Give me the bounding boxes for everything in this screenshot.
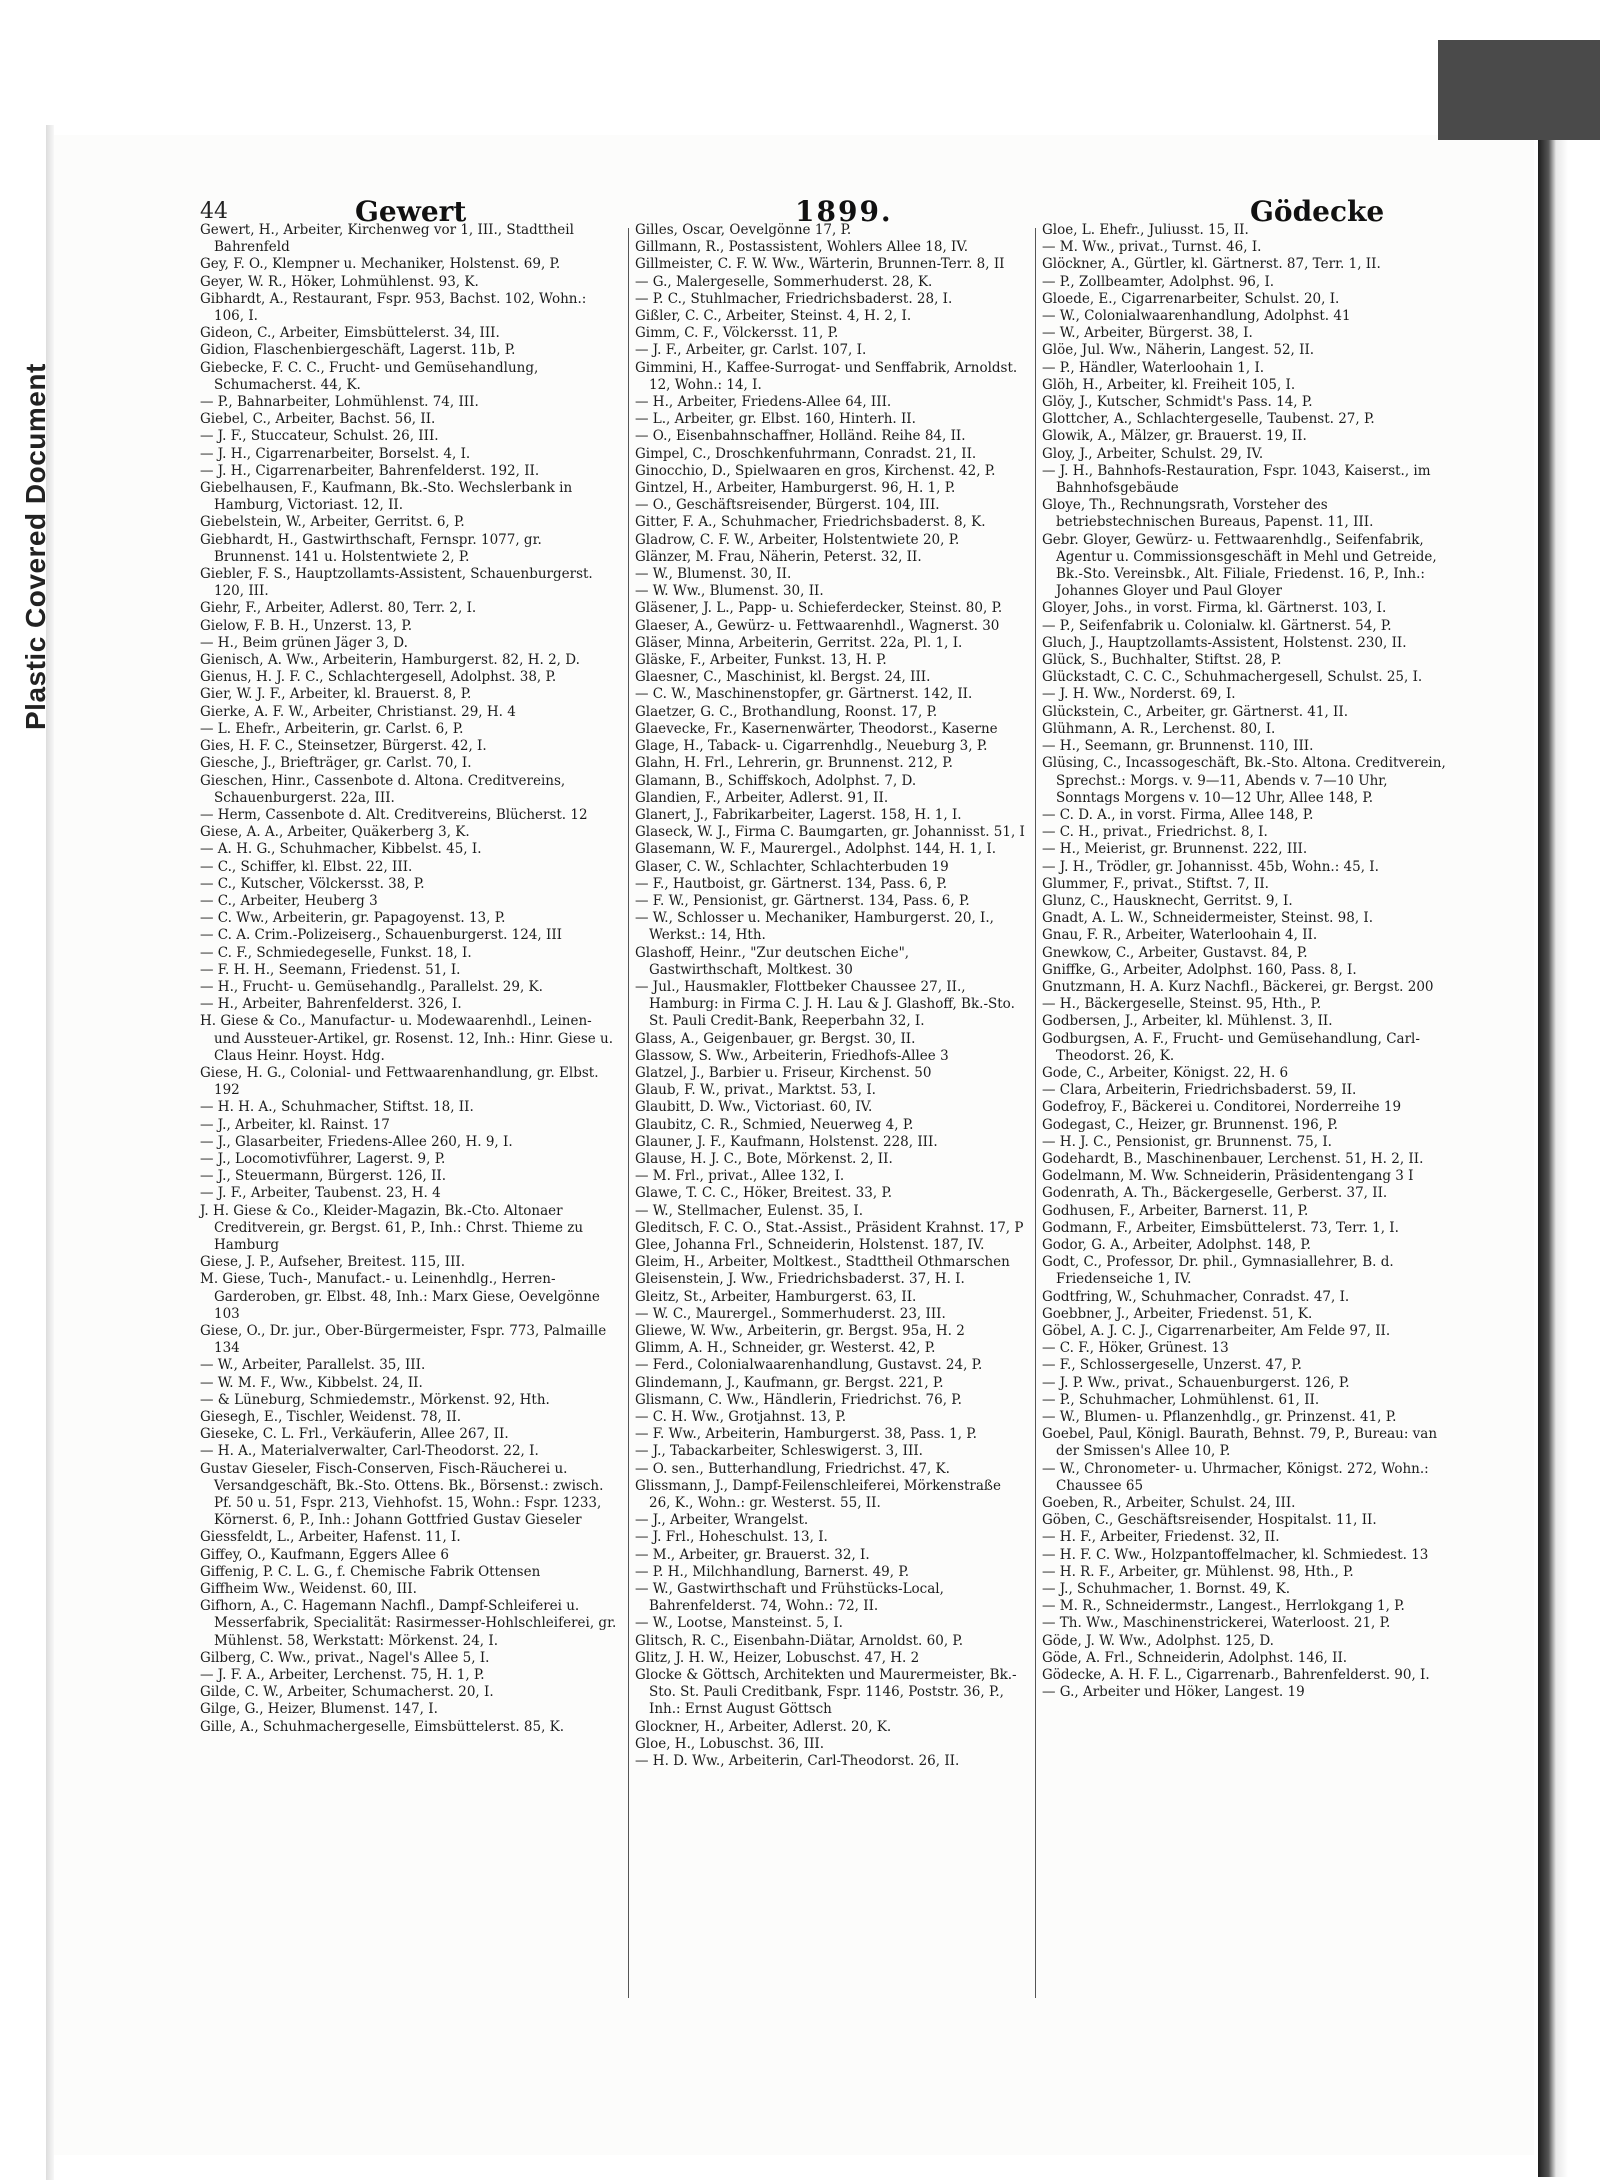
directory-entry: Glottcher, A., Schlachtergeselle, Taubenst. 27, P. — [1042, 411, 1375, 428]
directory-entry: Glaeser, A., Gewürz- u. Fettwaarenhdl., Wagnerst. 30 — [635, 617, 1000, 634]
header-left-word: Gewert — [355, 195, 467, 228]
directory-entry: — F. Ww., Arbeiterin, Hamburgerst. 38, Pass. 1, P. — [635, 1426, 977, 1443]
directory-entry: — J. F., Arbeiter, Taubenst. 23, H. 4 — [200, 1185, 441, 1202]
directory-entry: Giese, O., Dr. jur., Ober-Bürgermeister, Fspr. 773, Palmaille 134 — [200, 1323, 607, 1357]
directory-entry: — H., Arbeiter, Bahrenfelderst. 326, I. — [200, 996, 462, 1013]
directory-entry: — J., Tabackarbeiter, Schleswigerst. 3, III. — [635, 1443, 923, 1460]
directory-entry: — H. R. F., Arbeiter, gr. Mühlenst. 98, Hth., P. — [1042, 1563, 1354, 1580]
directory-entry: Giebhardt, H., Gastwirthschaft, Fernspr. 1077, gr. Brunnenst. 141 u. Holstentwiete 2, P. — [200, 531, 542, 565]
directory-entry: — O., Geschäftsreisender, Bürgerst. 104, III. — [635, 497, 940, 514]
directory-entry: — M. Ww., privat., Turnst. 46, I. — [1042, 239, 1262, 256]
directory-entry: Gilberg, C. Ww., privat., Nagel's Allee 5, I. — [200, 1649, 490, 1666]
directory-entry: Gleisenstein, J. Ww., Friedrichsbaderst. 37, H. I. — [635, 1271, 965, 1288]
directory-entry: Goebbner, J., Arbeiter, Friedenst. 51, K. — [1042, 1305, 1313, 1322]
directory-entry: Godburgsen, A. F., Frucht- und Gemüsehandlung, Carl-Theodorst. 26, K. — [1042, 1030, 1420, 1064]
directory-entry: — W., Gastwirthschaft und Frühstücks-Local, Bahrenfelderst. 74, Wohn.: 72, II. — [635, 1581, 944, 1615]
directory-entry: Giesegh, E., Tischler, Weidenst. 78, II. — [200, 1409, 462, 1426]
directory-entry: — J. Frl., Hoheschulst. 13, I. — [635, 1529, 828, 1546]
directory-entry: — P., Händler, Waterloohain 1, I. — [1042, 359, 1265, 376]
directory-entry: Gloye, Th., Rechnungsrath, Vorsteher des betriebstechnischen Bureaus, Papenst. 11, III. — [1042, 497, 1374, 531]
directory-entry: — W., Chronometer- u. Uhrmacher, Königst. 272, Wohn.: Chaussee 65 — [1042, 1460, 1429, 1494]
directory-entry: Glaub, F. W., privat., Marktst. 53, I. — [635, 1082, 876, 1099]
directory-entry: — P. C., Stuhlmacher, Friedrichsbaderst. 28, I. — [635, 290, 953, 307]
directory-entry: Ginocchio, D., Spielwaaren en gros, Kirchenst. 42, P. — [635, 462, 996, 479]
directory-entry: — J. H., Trödler, gr. Johannisst. 45b, Wohn.: 45, I. — [1042, 858, 1379, 875]
directory-entry: Göbel, A. J. C. J., Cigarrenarbeiter, Am Felde 97, II. — [1042, 1323, 1391, 1339]
directory-entry: Glückstein, C., Arbeiter, gr. Gärtnerst. 41, II. — [1042, 703, 1349, 720]
directory-entry: Gloyer, Johs., in vorst. Firma, kl. Gärtnerst. 103, I. — [1042, 600, 1387, 617]
directory-entry: Godor, G. A., Arbeiter, Adolphst. 148, P. — [1042, 1236, 1311, 1253]
directory-entry: Glühmann, A. R., Lerchenst. 80, I. — [1042, 720, 1276, 737]
directory-entry: Godmann, F., Arbeiter, Eimsbüttelerst. 73, Terr. 1, I. — [1042, 1219, 1399, 1236]
directory-entry: — G., Malergeselle, Sommerhuderst. 28, K. — [635, 273, 933, 290]
directory-entry: Gieschen, Hinr., Cassenbote d. Altona. Creditvereins, Schauenburgerst. 22a, III. — [200, 772, 566, 806]
directory-entry: — F. W., Pensionist, gr. Gärtnerst. 134, Pass. 6, P. — [635, 892, 970, 909]
directory-entry: Glage, H., Taback- u. Cigarrenhdlg., Neueburg 3, P. — [635, 738, 988, 755]
directory-entry: Gillmann, R., Postassistent, Wohlers Allee 18, IV. — [635, 239, 969, 256]
directory-entry: Gleim, H., Arbeiter, Moltkest., Stadttheil Othmarschen — [635, 1254, 1010, 1271]
directory-entry: Glitz, J. H. W., Heizer, Lobuschst. 47, H. 2 — [635, 1649, 920, 1666]
directory-entry: Gienus, H. J. F. C., Schlachtergesell, Adolphst. 38, P. — [200, 669, 557, 686]
directory-entry: — J. H., Cigarrenarbeiter, Borselst. 4, I. — [200, 445, 471, 462]
directory-entry: — A. H. G., Schuhmacher, Kibbelst. 45, I. — [200, 841, 482, 858]
directory-entry: — H. F., Arbeiter, Friedenst. 32, II. — [1042, 1529, 1280, 1546]
directory-entry: Glöh, H., Arbeiter, kl. Freiheit 105, I. — [1042, 376, 1296, 393]
directory-entry: — C. W., Maschinenstopfer, gr. Gärtnerst. 142, II. — [635, 686, 973, 703]
directory-entry: — W. M. F., Ww., Kibbelst. 24, II. — [200, 1374, 423, 1391]
directory-entry: — J., Locomotivführer, Lagerst. 9, P. — [200, 1150, 446, 1167]
directory-entry: — H., Bäckergeselle, Steinst. 95, Hth., P. — [1042, 996, 1322, 1013]
directory-entry: — F. H. H., Seemann, Friedenst. 51, I. — [200, 961, 461, 978]
directory-entry: Gluch, J., Hauptzollamts-Assistent, Holstenst. 230, II. — [1042, 634, 1407, 651]
directory-entry: Giffenig, P. C. L. G., f. Chemische Fabrik Ottensen — [200, 1563, 541, 1580]
directory-entry: — W., Stellmacher, Eulenst. 35, I. — [635, 1202, 863, 1219]
directory-entry: Gies, H. F. C., Steinsetzer, Bürgerst. 42, I. — [200, 738, 487, 755]
directory-entry: — C., Arbeiter, Heuberg 3 — [200, 892, 378, 909]
directory-entry: — G., Arbeiter und Höker, Langest. 19 — [1042, 1684, 1305, 1701]
directory-entry: Giese, J. P., Aufseher, Breitest. 115, III. — [200, 1254, 466, 1271]
directory-entry: Gläser, Minna, Arbeiterin, Gerritst. 22a, Pl. 1, I. — [635, 634, 963, 651]
directory-entry: — J. F., Arbeiter, gr. Carlst. 107, I. — [635, 342, 867, 359]
directory-entry: Gnewkow, C., Arbeiter, Gustavst. 84, P. — [1042, 944, 1308, 961]
directory-entry: — J. F. A., Arbeiter, Lerchenst. 75, H. 1, P. — [200, 1667, 485, 1684]
directory-entry: — W., Arbeiter, Parallelst. 35, III. — [200, 1357, 426, 1374]
directory-entry: — W. C., Maurergel., Sommerhuderst. 23, III. — [635, 1305, 946, 1322]
directory-entry: Glaevecke, Fr., Kasernenwärter, Theodorst., Kaserne — [635, 720, 998, 737]
directory-entry: Glummer, F., privat., Stiftst. 7, II. — [1042, 875, 1269, 892]
directory-entry: Gilde, C. W., Arbeiter, Schumacherst. 20, I. — [200, 1684, 494, 1701]
directory-entry: Giffey, O., Kaufmann, Eggers Allee 6 — [200, 1546, 449, 1563]
directory-entry: Giese, A. A., Arbeiter, Quäkerberg 3, K. — [200, 824, 470, 841]
directory-entry: — H., Meierist, gr. Brunnenst. 222, III. — [1042, 841, 1308, 858]
directory-entry: Glaesner, C., Maschinist, kl. Bergst. 24, III. — [635, 669, 931, 686]
directory-entry: — P., Bahnarbeiter, Lohmühlenst. 74, III. — [200, 394, 479, 411]
directory-entry: Gniffke, G., Arbeiter, Adolphst. 160, Pass. 8, I. — [1042, 961, 1357, 978]
directory-entry: Giessfeldt, L., Arbeiter, Hafenst. 11, I. — [200, 1529, 461, 1546]
directory-entry: Glawe, T. C. C., Höker, Breitest. 33, P. — [635, 1185, 893, 1202]
directory-entry: — J., Arbeiter, kl. Rainst. 17 — [200, 1116, 390, 1133]
directory-entry: — C. F., Schmiedegeselle, Funkst. 18, I. — [200, 944, 472, 961]
directory-entry: Glause, H. J. C., Bote, Mörkenst. 2, II. — [635, 1150, 893, 1167]
directory-entry: Glunz, C., Hausknecht, Gerritst. 9, I. — [1042, 892, 1293, 909]
directory-entry: Glaubitz, C. R., Schmied, Neuerweg 4, P. — [635, 1116, 914, 1133]
directory-entry: — J. H., Cigarrenarbeiter, Bahrenfelderst. 192, II. — [200, 462, 540, 479]
directory-entry: — H., Seemann, gr. Brunnenst. 110, III. — [1042, 738, 1314, 755]
directory-entry: — & Lüneburg, Schmiedemstr., Mörkenst. 92, Hth. — [200, 1391, 550, 1408]
directory-entry: Giehr, F., Arbeiter, Adlerst. 80, Terr. 2, I. — [200, 600, 477, 617]
directory-entry: Glanert, J., Fabrikarbeiter, Lagerst. 158, H. 1, I. — [635, 806, 962, 823]
directory-entry: Gideon, C., Arbeiter, Eimsbüttelerst. 34, III. — [200, 325, 500, 342]
directory-entry: Gey, F. O., Klempner u. Mechaniker, Holstenst. 69, P. — [200, 256, 561, 273]
directory-entry: — O. sen., Butterhandlung, Friedrichst. 47, K. — [635, 1460, 950, 1477]
directory-entry: Göben, C., Geschäftsreisender, Hospitalst. 11, II. — [1042, 1512, 1377, 1529]
directory-entry: — W., Lootse, Mansteinst. 5, I. — [635, 1615, 843, 1632]
directory-entry: Geyer, W. R., Höker, Lohmühlenst. 93, K. — [200, 273, 479, 290]
directory-entry: Glaetzer, G. C., Brothandlung, Roonst. 17, P. — [635, 703, 938, 720]
directory-entry: Glitsch, R. C., Eisenbahn-Diätar, Arnoldst. 60, P. — [635, 1632, 964, 1649]
directory-entry: — W. Ww., Blumenst. 30, II. — [635, 583, 824, 600]
directory-entry: — M. Frl., privat., Allee 132, I. — [635, 1168, 845, 1185]
directory-entry: Gifhorn, A., C. Hagemann Nachfl., Dampf-Schleiferei u. Messerfabrik, Specialität: Rasirmesser-Hohlschleiferei, gr. Mühlenst. 58, Werkstatt: Mörkenst. 24, I. — [200, 1598, 617, 1649]
directory-entry: Gloede, E., Cigarrenarbeiter, Schulst. 20, I. — [1042, 290, 1340, 307]
directory-entry: — Jul., Hausmakler, Flottbeker Chaussee 27, II., Hamburg: in Firma C. J. H. Lau & J. Glashoff, Bk.-Sto. St. Pauli Credit-Bank, Reeperbahn 32, I. — [635, 978, 1015, 1030]
header-year: 1899. — [795, 195, 893, 228]
directory-entry: — H., Beim grünen Jäger 3, D. — [200, 634, 408, 651]
directory-entry: Godt, C., Professor, Dr. phil., Gymnasiallehrer, B. d. Friedenseiche 1, IV. — [1042, 1254, 1394, 1288]
directory-entry: Godbersen, J., Arbeiter, kl. Mühlenst. 3, II. — [1042, 1013, 1333, 1030]
directory-entry: Gieseke, C. L. Frl., Verkäuferin, Allee 267, II. — [200, 1426, 509, 1443]
directory-entry: — H., Frucht- u. Gemüsehandlg., Parallelst. 29, K. — [200, 978, 543, 995]
directory-entry: — P. H., Milchhandlung, Barnerst. 49, P. — [635, 1563, 909, 1580]
directory-entry: — C. D. A., in vorst. Firma, Allee 148, P. — [1042, 806, 1314, 823]
directory-entry: Gnadt, A. L. W., Schneidermeister, Steinst. 98, I. — [1042, 910, 1374, 927]
directory-entry: — Clara, Arbeiterin, Friedrichsbaderst. 59, II. — [1042, 1082, 1357, 1099]
directory-entry: — P., Seifenfabrik u. Colonialw. kl. Gärtnerst. 54, P. — [1042, 617, 1392, 634]
directory-entry: — H. F. C. Ww., Holzpantoffelmacher, kl. Schmiedest. 13 — [1042, 1546, 1429, 1563]
directory-entry: Godehardt, B., Maschinenbauer, Lerchenst. 51, H. 2, II. — [1042, 1150, 1424, 1167]
directory-entry: H. Giese & Co., Manufactur- u. Modewaarenhdl., Leinen- und Aussteuer-Artikel, gr. Rosenst. 12, Inh.: Hinr. Giese u. Claus Heinr. Hoyst. Hdg. — [200, 1013, 614, 1064]
directory-entry: Giffheim Ww., Weidenst. 60, III. — [200, 1581, 417, 1598]
directory-entry: Giesche, J., Briefträger, gr. Carlst. 70, I. — [200, 755, 472, 772]
directory-entry: Gienisch, A. Ww., Arbeiterin, Hamburgerst. 82, H. 2, D. — [200, 652, 580, 669]
directory-entry: — C. F., Höker, Grünest. 13 — [1042, 1340, 1229, 1357]
directory-entry: — C., Schiffer, kl. Elbst. 22, III. — [200, 858, 413, 875]
directory-entry: Gimmini, H., Kaffee-Surrogat- und Senffabrik, Arnoldst. 12, Wohn.: 14, I. — [635, 359, 1018, 393]
directory-entry: Gläsener, J. L., Papp- u. Schieferdecker, Steinst. 80, P. — [635, 600, 1003, 617]
directory-entry: Gloy, J., Arbeiter, Schulst. 29, IV. — [1042, 445, 1264, 462]
directory-entry: Godtfring, W., Schuhmacher, Conradst. 47, I. — [1042, 1288, 1350, 1305]
directory-entry: — C. A. Crim.-Polizeiserg., Schauenburgerst. 124, III — [200, 927, 563, 944]
binding-dark-block — [1438, 40, 1600, 140]
directory-entry: — J., Glasarbeiter, Friedens-Allee 260, H. 9, I. — [200, 1133, 513, 1150]
directory-entry: Glamann, B., Schiffskoch, Adolphst. 7, D. — [635, 772, 917, 789]
directory-entry: Göde, A. Frl., Schneiderin, Adolphst. 146, II. — [1042, 1649, 1348, 1666]
directory-entry: Goeben, R., Arbeiter, Schulst. 24, III. — [1042, 1495, 1296, 1512]
directory-entry: — W., Blumen- u. Pflanzenhdlg., gr. Prinzenst. 41, P. — [1042, 1409, 1397, 1426]
directory-entry: Giebecke, F. C. C., Frucht- und Gemüsehandlung, Schumacherst. 44, K. — [200, 359, 539, 393]
directory-column-2 — [635, 222, 1025, 1770]
directory-entry: — P., Zollbeamter, Adolphst. 96, I. — [1042, 273, 1275, 290]
directory-entry: — L. Ehefr., Arbeiterin, gr. Carlst. 6, P. — [200, 720, 464, 737]
directory-entry: Glimm, A. H., Schneider, gr. Westerst. 42, P. — [635, 1340, 936, 1357]
directory-entry: Gimm, C. F., Völckersst. 11, P. — [635, 325, 839, 342]
directory-entry: Gitter, F. A., Schuhmacher, Friedrichsbaderst. 8, K. — [635, 514, 986, 531]
directory-entry: Gloe, H., Lobuschst. 36, III. — [635, 1735, 825, 1752]
directory-entry: Gilge, G., Heizer, Blumenst. 147, I. — [200, 1701, 438, 1718]
column-separator — [1035, 228, 1036, 1998]
directory-entry: — J. H., Bahnhofs-Restauration, Fspr. 1043, Kaiserst., im Bahnhofsgebäude — [1042, 462, 1431, 497]
directory-entry: — Herm, Cassenbote d. Alt. Creditvereins, Blücherst. 12 — [200, 806, 588, 823]
directory-entry: Glänzer, M. Frau, Näherin, Peterst. 32, II. — [635, 548, 922, 565]
directory-entry: Godefroy, F., Bäckerei u. Conditorei, Norderreihe 19 — [1042, 1099, 1402, 1116]
directory-entry: Gladrow, C. F. W., Arbeiter, Holstentwiete 20, P. — [635, 531, 960, 548]
directory-entry: — W., Colonialwaarenhandlung, Adolphst. 41 — [1042, 308, 1351, 325]
directory-entry: Glandien, F., Arbeiter, Adlerst. 91, II. — [635, 789, 889, 806]
side-banner — [0, 40, 51, 740]
directory-entry: — J. H. Ww., Norderst. 69, I. — [1042, 686, 1236, 703]
directory-entry: Gilles, Oscar, Oevelgönne 17, P. — [635, 222, 852, 238]
directory-entry: Goebel, Paul, Königl. Baurath, Behnst. 79, P., Bureau: van der Smissen's Allee 10, P. — [1042, 1426, 1438, 1460]
binding-edge — [1538, 140, 1568, 2177]
directory-entry: — H. J. C., Pensionist, gr. Brunnenst. 75, I. — [1042, 1133, 1332, 1150]
directory-entry: Gierke, A. F. W., Arbeiter, Christianst. 29, H. 4 — [200, 703, 516, 720]
directory-entry: Gustav Gieseler, Fisch-Conserven, Fisch-Räucherei u. Versandgeschäft, Bk.-Sto. Ottens. Bk., Börsenst.: zwisch. Pf. 50 u. 51, Fspr. 213, Viehhofst. 15, Wohn.: Fspr. 1233, Körnerst. 6, P., Inh.: Johann Gottfried Gustav Gieseler — [200, 1460, 604, 1529]
directory-entry: — F., Hautboist, gr. Gärtnerst. 134, Pass. 6, P. — [635, 875, 947, 892]
directory-entry: Gintzel, H., Arbeiter, Hamburgerst. 96, H. 1, P. — [635, 480, 956, 497]
directory-entry: — M. R., Schneidermstr., Langest., Herrlokgang 1, P. — [1042, 1598, 1405, 1615]
directory-entry: — J., Schuhmacher, 1. Bornst. 49, K. — [1042, 1581, 1291, 1598]
directory-entry: Glöy, J., Kutscher, Schmidt's Pass. 14, P. — [1042, 394, 1313, 411]
directory-entry: Gnau, F. R., Arbeiter, Waterloohain 4, II. — [1042, 927, 1318, 944]
directory-entry: M. Giese, Tuch-, Manufact.- u. Leinenhdlg., Herren-Garderoben, gr. Elbst. 48, Inh.: Marx Giese, Oevelgönne 103 — [200, 1271, 600, 1322]
directory-entry: Giebler, F. S., Hauptzollamts-Assistent, Schauenburgerst. 120, III. — [200, 566, 593, 600]
directory-entry: Glatzel, J., Barbier u. Friseur, Kirchenst. 50 — [635, 1064, 932, 1081]
directory-entry: — W., Arbeiter, Bürgerst. 38, I. — [1042, 325, 1253, 342]
directory-entry: Gläske, F., Arbeiter, Funkst. 13, H. P. — [635, 652, 887, 669]
directory-entry: Gidion, Flaschenbiergeschäft, Lagerst. 11b, P. — [200, 342, 516, 359]
directory-entry: — C. H., privat., Friedrichst. 8, I. — [1042, 824, 1268, 841]
directory-entry: Glowik, A., Mälzer, gr. Brauerst. 19, II. — [1042, 428, 1307, 445]
directory-entry: — O., Eisenbahnschaffner, Holländ. Reihe 84, II. — [635, 428, 966, 445]
side-banner-label: Plastic Covered Document — [20, 363, 51, 730]
directory-entry: Gleitz, St., Arbeiter, Hamburgerst. 63, II. — [635, 1288, 917, 1305]
directory-entry: Godenrath, A. Th., Bäckergeselle, Gerberst. 37, II. — [1042, 1185, 1388, 1202]
directory-entry: — Th. Ww., Maschinenstrickerei, Waterloost. 21, P. — [1042, 1615, 1391, 1632]
directory-entry: — J. F., Stuccateur, Schulst. 26, III. — [200, 428, 439, 445]
directory-column-1 — [200, 222, 618, 1736]
directory-entry: — P., Schuhmacher, Lohmühlenst. 61, II. — [1042, 1391, 1320, 1408]
column-separator — [628, 228, 629, 1998]
directory-entry: Glismann, C. Ww., Händlerin, Friedrichst. 76, P. — [635, 1391, 962, 1408]
directory-entry: Glöe, Jul. Ww., Näherin, Langest. 52, II. — [1042, 342, 1315, 359]
directory-entry: Glaubitt, D. Ww., Victoriast. 60, IV. — [635, 1099, 873, 1116]
directory-entry: Glauner, J. F., Kaufmann, Holstenst. 228, III. — [635, 1133, 938, 1150]
directory-entry: Glissmann, J., Dampf-Feilenschleiferei, Mörkenstraße 26, K., Wohn.: gr. Westerst. 55, II. — [635, 1477, 1001, 1512]
directory-entry: Glindemann, J., Kaufmann, gr. Bergst. 221, P. — [635, 1374, 944, 1391]
directory-entry: Giebel, C., Arbeiter, Bachst. 56, II. — [200, 411, 436, 428]
page-number: 44 — [200, 199, 228, 224]
directory-entry: Gillmeister, C. F. W. Ww., Wärterin, Brunnen-Terr. 8, II — [635, 256, 1005, 273]
directory-entry: — H. H. A., Schuhmacher, Stiftst. 18, II. — [200, 1099, 474, 1116]
directory-entry: Glahn, H. Frl., Lehrerin, gr. Brunnenst. 212, P. — [635, 755, 953, 772]
directory-entry: Glocke & Göttsch, Architekten und Maurermeister, Bk.-Sto. St. Pauli Creditbank, Fspr. 1146, Poststr. 36, P., Inh.: Ernst August Göttsch — [635, 1667, 1017, 1718]
directory-entry: — J., Steuermann, Bürgerst. 126, II. — [200, 1168, 447, 1185]
directory-entry: — H. A., Materialverwalter, Carl-Theodorst. 22, I. — [200, 1443, 539, 1460]
directory-entry: — M., Arbeiter, gr. Brauerst. 32, I. — [635, 1546, 870, 1563]
directory-entry: Godelmann, M. Ww. Schneiderin, Präsidentengang 3 I — [1042, 1168, 1414, 1185]
directory-entry: Godhusen, F., Arbeiter, Barnerst. 11, P. — [1042, 1202, 1309, 1219]
directory-entry: Gielow, F. B. H., Unzerst. 13, P. — [200, 617, 413, 634]
directory-entry: Gleditsch, F. C. O., Stat.-Assist., Präsident Krahnst. 17, P — [635, 1219, 1024, 1236]
directory-entry: Glass, A., Geigenbauer, gr. Bergst. 30, II. — [635, 1030, 916, 1047]
directory-entry: Glasemann, W. F., Maurergel., Adolphst. 144, H. 1, I. — [635, 841, 997, 858]
directory-entry: Gliewe, W. Ww., Arbeiterin, gr. Bergst. 95a, H. 2 — [635, 1323, 965, 1339]
directory-entry: Glockner, H., Arbeiter, Adlerst. 20, K. — [635, 1718, 892, 1735]
directory-entry: — L., Arbeiter, gr. Elbst. 160, Hinterh. II. — [635, 411, 916, 428]
directory-entry: Gimpel, C., Droschkenfuhrmann, Conradst. 21, II. — [635, 445, 977, 462]
directory-entry: — H., Arbeiter, Friedens-Allee 64, III. — [635, 394, 892, 411]
directory-entry: Glaser, C. W., Schlachter, Schlachterbuden 19 — [635, 858, 949, 875]
directory-entry: — J. P. Ww., privat., Schauenburgerst. 126, P. — [1042, 1374, 1350, 1391]
directory-entry: Glaseck, W. J., Firma C. Baumgarten, gr. Johannisst. 51, I — [635, 824, 1025, 841]
directory-entry: — C., Kutscher, Völckersst. 38, P. — [200, 875, 425, 892]
directory-entry: Gebr. Gloyer, Gewürz- u. Fettwaarenhdlg., Seifenfabrik, Agentur u. Commissionsgeschäft in Mehl und Getreide, Bk.-Sto. Vereinsbk., Alt. Filiale, Friedenst. 16, P., Inh.: Johannes Gloyer und Paul Gloyer — [1042, 531, 1437, 600]
directory-entry: Gille, A., Schuhmachergeselle, Eimsbüttelerst. 85, K. — [200, 1718, 565, 1735]
directory-entry: — W., Blumenst. 30, II. — [635, 566, 792, 583]
directory-entry: Godegast, C., Heizer, gr. Brunnenst. 196, P. — [1042, 1116, 1338, 1133]
directory-entry: Göde, J. W. Ww., Adolphst. 125, D. — [1042, 1632, 1274, 1649]
directory-entry: — W., Schlosser u. Mechaniker, Hamburgerst. 20, I., Werkst.: 14, Hth. — [635, 910, 994, 944]
directory-entry: Giese, H. G., Colonial- und Fettwaarenhandlung, gr. Elbst. 192 — [200, 1064, 599, 1099]
directory-entry: Glee, Johanna Frl., Schneiderin, Holstenst. 187, IV. — [635, 1236, 985, 1253]
directory-entry: Giebelstein, W., Arbeiter, Gerritst. 6, P. — [200, 514, 465, 531]
directory-entry: Gnutzmann, H. A. Kurz Nachfl., Bäckerei, gr. Bergst. 200 — [1042, 978, 1434, 995]
directory-entry: Gibhardt, A., Restaurant, Fspr. 953, Bachst. 102, Wohn.: 106, I. — [200, 290, 587, 325]
header-right-word: Gödecke — [1250, 195, 1385, 228]
directory-entry: — Ferd., Colonialwaarenhandlung, Gustavst. 24, P. — [635, 1357, 983, 1374]
directory-entry: — F., Schlossergeselle, Unzerst. 47, P. — [1042, 1357, 1302, 1374]
directory-entry: Glückstadt, C. C. C., Schuhmachergesell, Schulst. 25, I. — [1042, 669, 1423, 686]
directory-entry: — H. D. Ww., Arbeiterin, Carl-Theodorst. 26, II. — [635, 1753, 960, 1770]
directory-entry: Gode, C., Arbeiter, Königst. 22, H. 6 — [1042, 1064, 1289, 1081]
directory-entry: Gewert, H., Arbeiter, Kirchenweg vor 1, III., Stadttheil Bahrenfeld — [200, 222, 574, 256]
directory-entry: Gödecke, A. H. F. L., Cigarrenarb., Bahrenfelderst. 90, I. — [1042, 1667, 1430, 1684]
directory-entry: Glashoff, Heinr., "Zur deutschen Eiche", Gastwirthschaft, Moltkest. 30 — [635, 944, 910, 978]
directory-entry: — C. Ww., Arbeiterin, gr. Papagoyenst. 13, P. — [200, 910, 506, 927]
directory-entry: Glassow, S. Ww., Arbeiterin, Friedhofs-Allee 3 — [635, 1047, 949, 1064]
directory-entry: Giebelhausen, F., Kaufmann, Bk.-Sto. Wechslerbank in Hamburg, Victoriast. 12, II. — [200, 480, 573, 514]
directory-entry: Gißler, C. C., Arbeiter, Steinst. 4, H. 2, I. — [635, 308, 912, 325]
directory-entry: — C. H. Ww., Grotjahnst. 13, P. — [635, 1409, 847, 1426]
directory-entry: — J., Arbeiter, Wrangelst. — [635, 1512, 809, 1529]
directory-entry: Glöckner, A., Gürtler, kl. Gärtnerst. 87, Terr. 1, II. — [1042, 256, 1381, 273]
directory-entry: Glück, S., Buchhalter, Stiftst. 28, P. — [1042, 652, 1282, 669]
directory-entry: J. H. Giese & Co., Kleider-Magazin, Bk.-Cto. Altonaer Creditverein, gr. Bergst. 61, P., Inh.: Chrst. Thieme zu Hamburg — [200, 1202, 584, 1253]
directory-entry: Glüsing, C., Incassogeschäft, Bk.-Sto. Altona. Creditverein, Sprechst.: Morgs. v. 9—11, Abends v. 7—10 Uhr, Sonntags Morgens v. 10—12 Uhr, Allee 148, P. — [1042, 755, 1446, 806]
directory-column-3 — [1042, 222, 1452, 1701]
directory-entry: Gloe, L. Ehefr., Juliusst. 15, II. — [1042, 222, 1249, 238]
directory-entry: Gier, W. J. F., Arbeiter, kl. Brauerst. 8, P. — [200, 686, 472, 703]
